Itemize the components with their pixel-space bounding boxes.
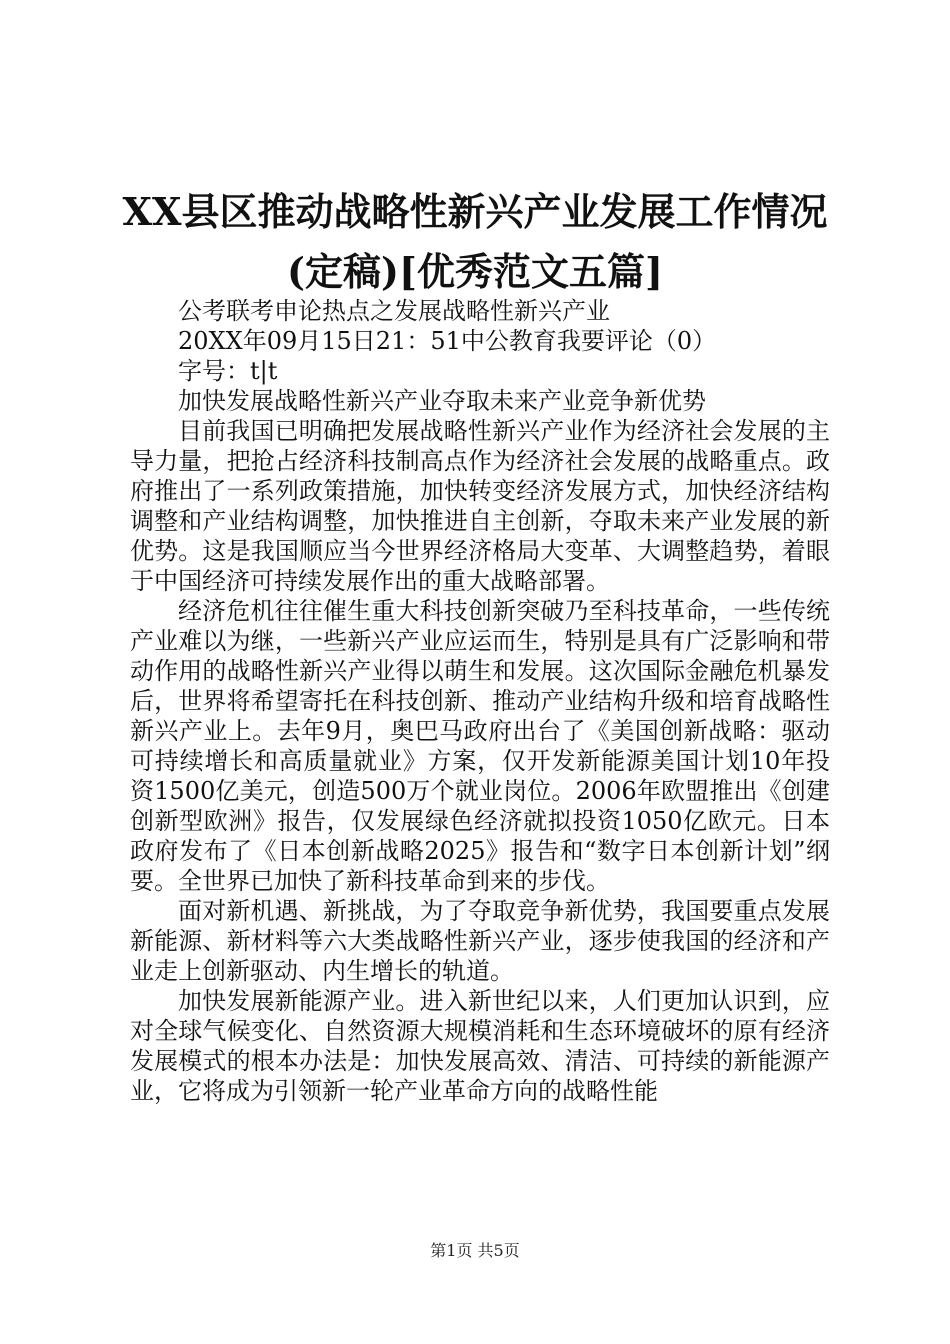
page-indicator: 第1页 共5页 — [430, 1241, 520, 1260]
body-paragraph: 目前我国已明确把发展战略性新兴产业作为经济社会发展的主导力量，把抢占经济科技制高点作为经济社会发展的战略重点。政府推出了一系列政策措施，加快转变经济发展方式，加快经济结构调整和产业结构调整，加快推进自主创新，夺取未来产业发展的新优势。这是我国顺应当今世界经济格局大变革、大调整趋势，着眼于中国经济可持续发展作出的重大战略部署。 — [130, 417, 830, 595]
meta-line-source: 公考联考申论热点之发展战略性新兴产业 — [178, 297, 610, 325]
page-footer — [0, 1240, 950, 1262]
document-title: XX县区推动战略性新兴产业发展工作情况(定稿)[优秀范文五篇] — [122, 189, 828, 294]
meta-line-fontsize: 字号：t|t — [178, 357, 278, 385]
document-body — [130, 296, 830, 1106]
body-paragraph: 面对新机遇、新挑战，为了夺取竞争新优势，我国要重点发展新能源、新材料等六大类战略性新兴产业，逐步使我国的经济和产业走上创新驱动、内生增长的轨道。 — [130, 897, 830, 985]
meta-line-date: 20XX年09月15日21：51中公教育我要评论（0） — [178, 327, 717, 355]
meta-line-subtitle: 加快发展战略性新兴产业夺取未来产业竞争新优势 — [178, 387, 706, 415]
body-paragraph: 经济危机往往催生重大科技创新突破乃至科技革命，一些传统产业难以为继，一些新兴产业应运而生，特别是具有广泛影响和带动作用的战略性新兴产业得以萌生和发展。这次国际金融危机暴发后，世界将希望寄托在科技创新、推动产业结构升级和培育战略性新兴产业上。去年9月，奥巴马政府出台了《美国创新战略：驱动可持续增长和高质量就业》方案，仅开发新能源美国计划10年投资1500亿美元，创造500万个就业岗位。2006年欧盟推出《创建创新型欧洲》报告，仅发展绿色经济就拟投资1050亿欧元。日本政府发布了《日本创新战略2025》报告和“数字日本创新计划”纲要。全世界已加快了新科技革命到来的步伐。 — [130, 597, 830, 895]
body-paragraph: 加快发展新能源产业。进入新世纪以来，人们更加认识到，应对全球气候变化、自然资源大规模消耗和生态环境破坏的原有经济发展模式的根本办法是：加快发展高效、清洁、可持续的新能源产业，它将成为引领新一轮产业革命方向的战略性能 — [130, 987, 830, 1105]
